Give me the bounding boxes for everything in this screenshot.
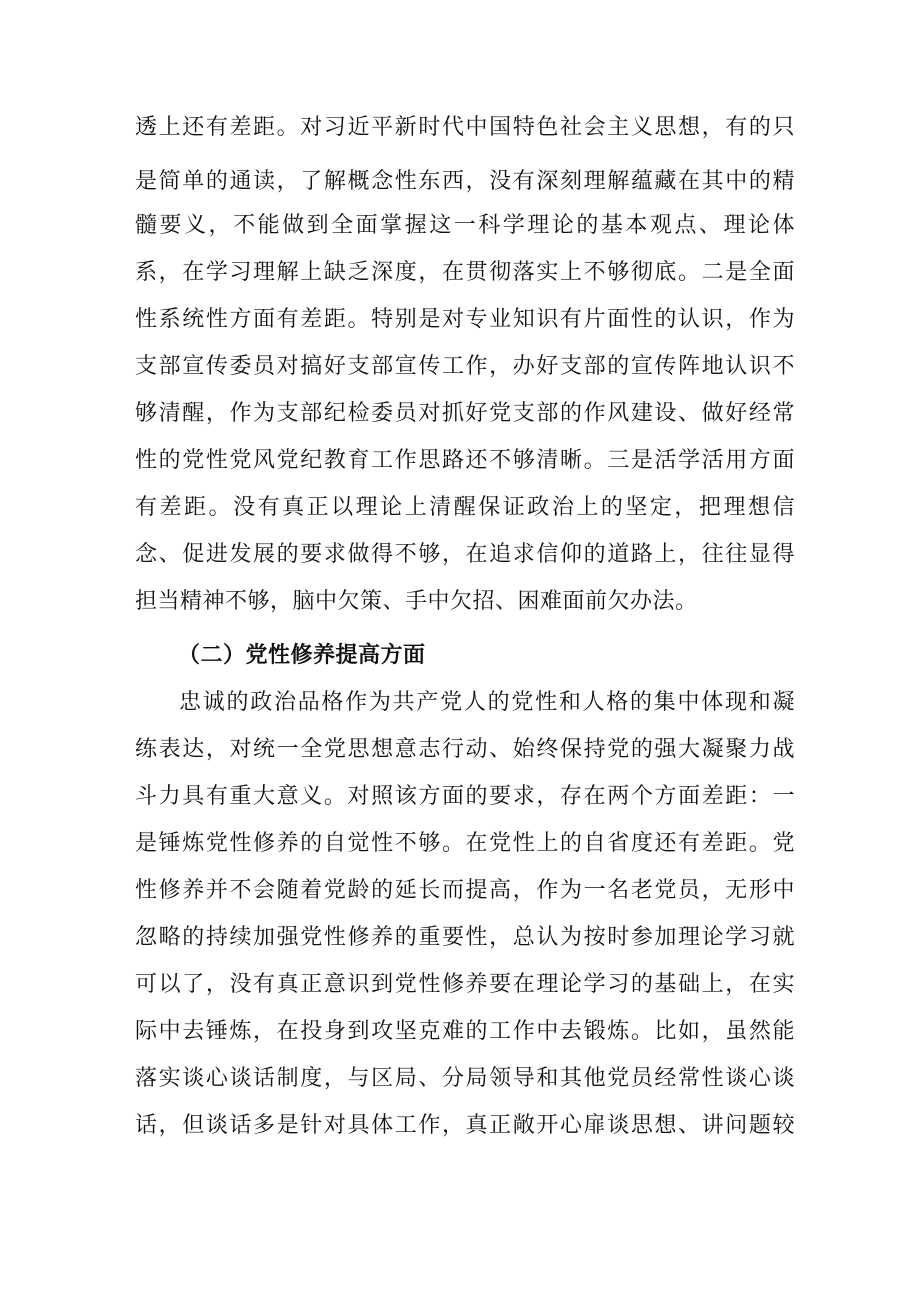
paragraph-line: 性修养并不会随着党龄的延长而提高，作为一名老党员，无形中 [135, 878, 795, 903]
paragraph-line: 忽略的持续加强党性修养的重要性，总认为按时参加理论学习就 [135, 925, 795, 950]
paragraph-line: 际中去锤炼，在投身到攻坚克难的工作中去锻炼。比如，虽然能 [135, 1019, 795, 1044]
paragraph-line: 斗力具有重大意义。对照该方面的要求，存在两个方面差距：一 [135, 784, 795, 809]
paragraph-line: 落实谈心谈话制度，与区局、分局领导和其他党员经常性谈心谈 [135, 1066, 795, 1091]
paragraph-line: 系，在学习理解上缺乏深度，在贯彻落实上不够彻底。二是全面 [135, 260, 795, 285]
paragraph-line: 性系统性方面有差距。特别是对专业知识有片面性的认识，作为 [135, 307, 795, 332]
paragraph-line: 担当精神不够，脑中欠策、手中欠招、困难面前欠办法。 [135, 589, 698, 614]
paragraph-line: 话，但谈话多是针对具体工作，真正敞开心扉谈思想、讲问题较 [135, 1113, 795, 1138]
paragraph-line: 透上还有差距。对习近平新时代中国特色社会主义思想，有的只 [135, 115, 795, 140]
paragraph-line: 练表达，对统一全党思想意志行动、始终保持党的强大凝聚力战 [135, 737, 795, 762]
paragraph-line: 可以了，没有真正意识到党性修养要在理论学习的基础上，在实 [135, 972, 795, 997]
paragraph-line: 念、促进发展的要求做得不够，在追求信仰的道路上，往往显得 [135, 542, 795, 567]
paragraph-line: 忠诚的政治品格作为共产党人的党性和人格的集中体现和凝 [179, 690, 795, 715]
paragraph-line: 性的党性党风党纪教育工作思路还不够清晰。三是活学活用方面 [135, 448, 795, 473]
paragraph-line: 是简单的通读，了解概念性东西，没有深刻理解蕴藏在其中的精 [135, 169, 795, 194]
paragraph-line: 髓要义，不能做到全面掌握这一科学理论的基本观点、理论体 [135, 213, 795, 238]
paragraph-line: 够清醒，作为支部纪检委员对抓好党支部的作风建设、做好经常 [135, 401, 795, 426]
paragraph-line: 有差距。没有真正以理论上清醒保证政治上的坚定，把理想信 [135, 495, 795, 520]
paragraph-line: 支部宣传委员对搞好支部宣传工作，办好支部的宣传阵地认识不 [135, 354, 795, 379]
paragraph-line: 是锤炼党性修养的自觉性不够。在党性上的自省度还有差距。党 [135, 831, 795, 856]
section-heading: （二）党性修养提高方面 [178, 643, 426, 668]
